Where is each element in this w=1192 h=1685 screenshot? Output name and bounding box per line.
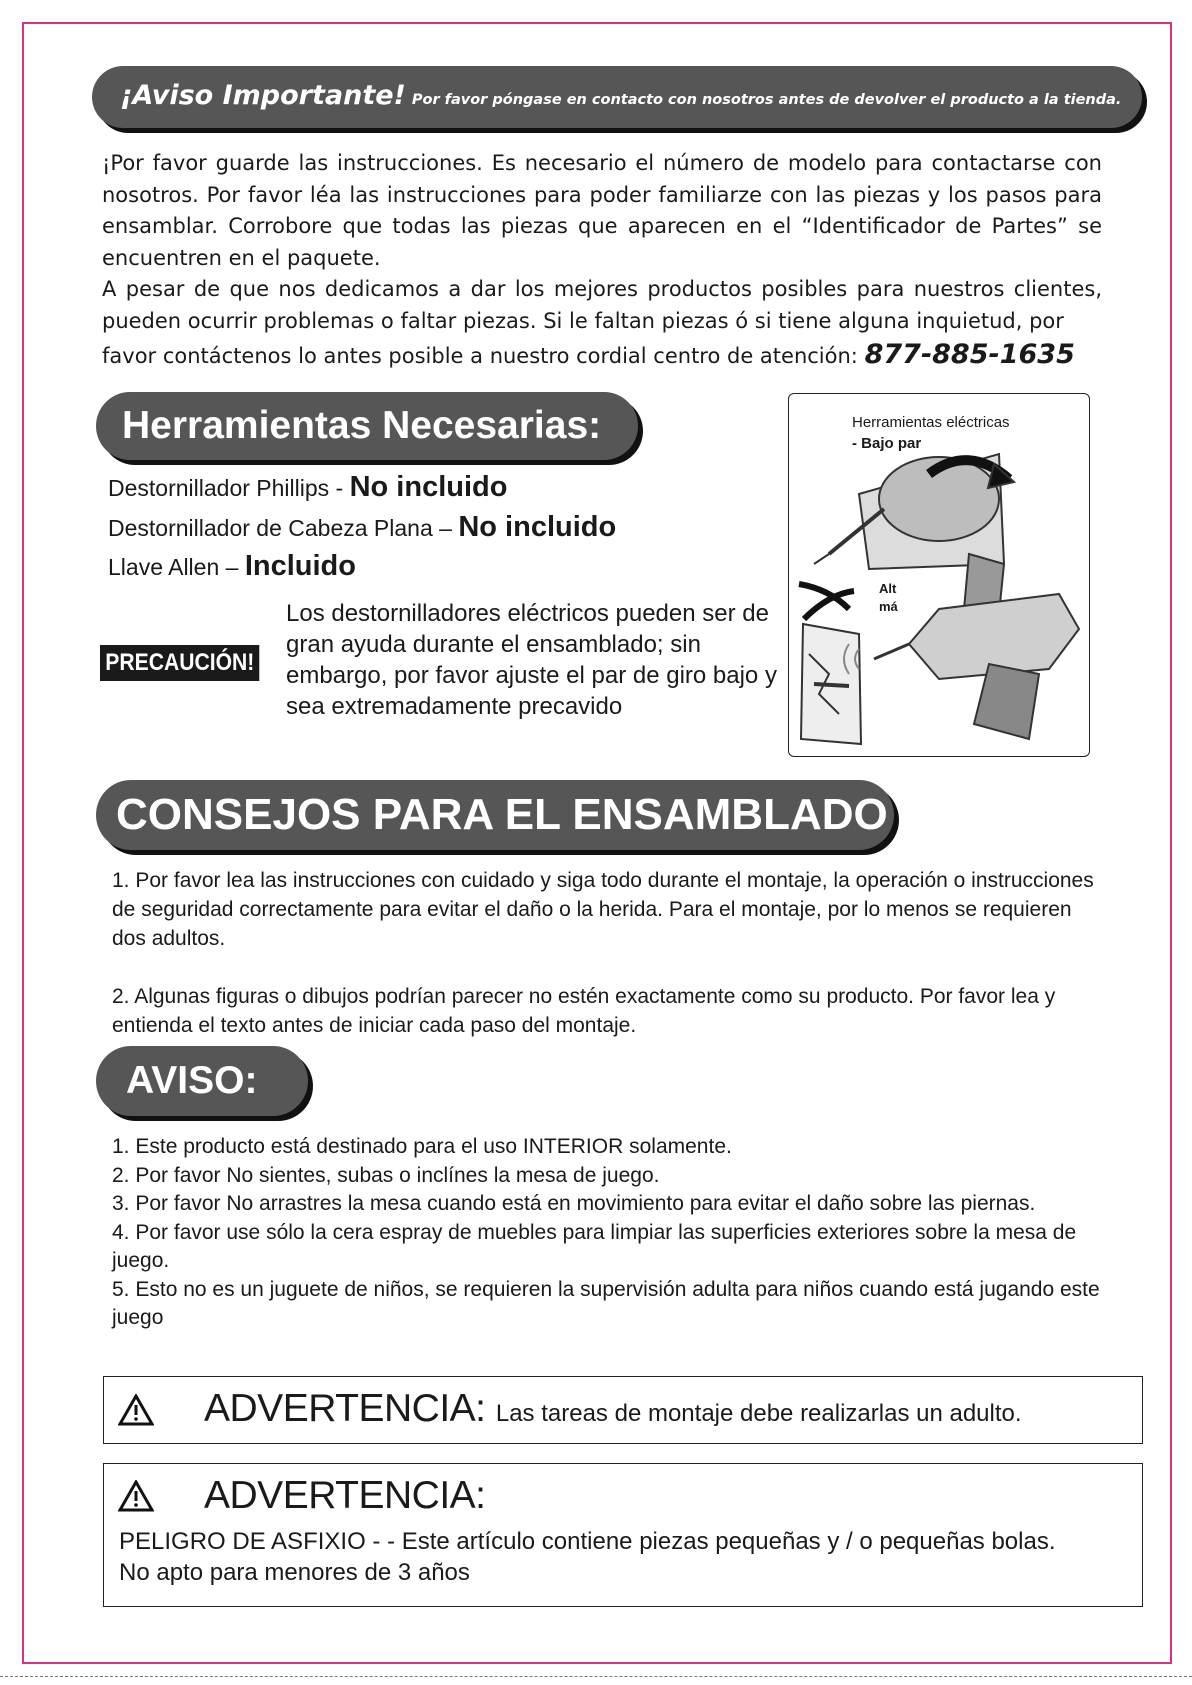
drill-drawing	[789, 394, 1090, 757]
tools-list	[108, 468, 616, 587]
choking-warning-line: PELIGRO DE ASFIXIO - - Este artículo contiene piezas pequeñas y / o pequeñas bolas.	[119, 1528, 1056, 1555]
image-caption-power-tools: Herramientas eléctricas	[852, 414, 1010, 431]
assembly-tips-list	[112, 866, 1102, 1069]
warning-triangle-icon	[118, 1480, 154, 1512]
warning-box-adult-assembly	[103, 1376, 1143, 1444]
tool-status: No incluido	[458, 510, 617, 543]
warning-title-text: ADVERTENCIA:	[204, 1474, 486, 1517]
tools-heading: Herramientas Necesarias:	[96, 392, 638, 460]
notice-subtitle: Por favor póngase en contacto con nosotros antes de devolver el producto a la tienda.	[411, 92, 1122, 108]
cut-line	[0, 1676, 1192, 1677]
tool-item	[108, 547, 616, 587]
assembly-tips-heading: CONSEJOS PARA EL ENSAMBLADO	[96, 780, 894, 850]
aviso-item: 1. Este producto está destinado para el uso INTERIOR solamente.	[112, 1135, 732, 1158]
aviso-item: 3. Por favor No arrastres la mesa cuando está en movimiento para evitar el daño sobre las piernas.	[112, 1192, 1036, 1215]
intro-contact-text: favor contáctenos lo antes posible a nuestro cordial centro de atención:	[102, 344, 858, 368]
tool-name: Destornillador Phillips -	[108, 475, 344, 501]
tool-status: No incluido	[349, 471, 508, 503]
important-notice-banner	[92, 66, 1142, 128]
intro-paragraph-3	[102, 339, 1102, 373]
caution-text: Los destornilladores eléctricos pueden ser de gran ayuda durante el ensamblado; sin embargo, por favor ajuste el par de giro bajo y sea extremadamente precavido	[286, 600, 777, 720]
tool-status: Incluido	[244, 550, 356, 582]
choking-warning-text	[119, 1526, 1056, 1588]
aviso-item: 5. Esto no es un juguete de niños, se requieren la supervisión adulta para niños cuando está jugando este juego	[112, 1277, 1100, 1329]
image-caption-low-torque: - Bajo par	[852, 435, 922, 452]
power-tool-illustration	[788, 393, 1090, 757]
tool-name: Llave Allen –	[108, 554, 239, 580]
image-caption-line: má	[879, 599, 898, 614]
warning-title	[204, 1387, 1022, 1431]
caution-badge: PRECAUCIÓN!	[100, 645, 260, 681]
choking-warning-line: No apto para menores de 3 años	[119, 1559, 470, 1586]
tip-item: 2. Algunas figuras o dibujos podrían parecer no estén exactamente como su producto. Por favor lea y entienda el texto antes de iniciar cada paso del montaje.	[112, 985, 1056, 1037]
x-mark-icon	[799, 584, 854, 619]
warning-box-choking-hazard	[103, 1463, 1143, 1607]
notice-title: ¡Aviso Importante!	[120, 80, 406, 111]
aviso-heading: AVISO:	[96, 1046, 308, 1116]
tip-item: 1. Por favor lea las instrucciones con cuidado y siga todo durante el montaje, la operación o instrucciones de seguridad correctamente para evitar el daño o la herida. Para el montaje, por lo menos se requieren dos adultos.	[112, 869, 1094, 950]
warning-title-text: ADVERTENCIA:	[204, 1387, 486, 1430]
phone-number: 877-885-1635	[864, 339, 1075, 370]
tool-name: Destornillador de Cabeza Plana –	[108, 514, 452, 541]
aviso-item: 4. Por favor use sólo la cera espray de muebles para limpiar las superficies exteriores sobre la mesa de juego.	[112, 1220, 1077, 1272]
intro-paragraph-1: ¡Por favor guarde las instrucciones. Es necesario el número de modelo para contactarse con nosotros. Por favor léa las instrucciones para poder familiarze con las piezas y los pasos para ensamblar. Corrobore que todas las piezas que aparecen en el “Identificador de Partes” se encuentren en el paquete.	[102, 151, 1102, 270]
aviso-list	[112, 1133, 1102, 1333]
warning-triangle-icon	[118, 1394, 154, 1426]
image-caption-high-torque	[879, 580, 898, 616]
tool-item	[108, 508, 616, 548]
aviso-item: 2. Por favor No sientes, subas o inclínes la mesa de juego.	[112, 1163, 660, 1187]
image-caption-line: Alt	[879, 581, 897, 596]
intro-paragraph-2: A pesar de que nos dedicamos a dar los mejores productos posibles para nuestros clientes, pueden ocurrir problemas o faltar piezas. Si le faltan piezas ó si tiene alguna inquietud, por	[102, 277, 1102, 333]
intro-text	[102, 148, 1102, 373]
warning-text: Las tareas de montaje debe realizarlas un adulto.	[495, 1400, 1022, 1427]
tool-item	[108, 468, 616, 508]
